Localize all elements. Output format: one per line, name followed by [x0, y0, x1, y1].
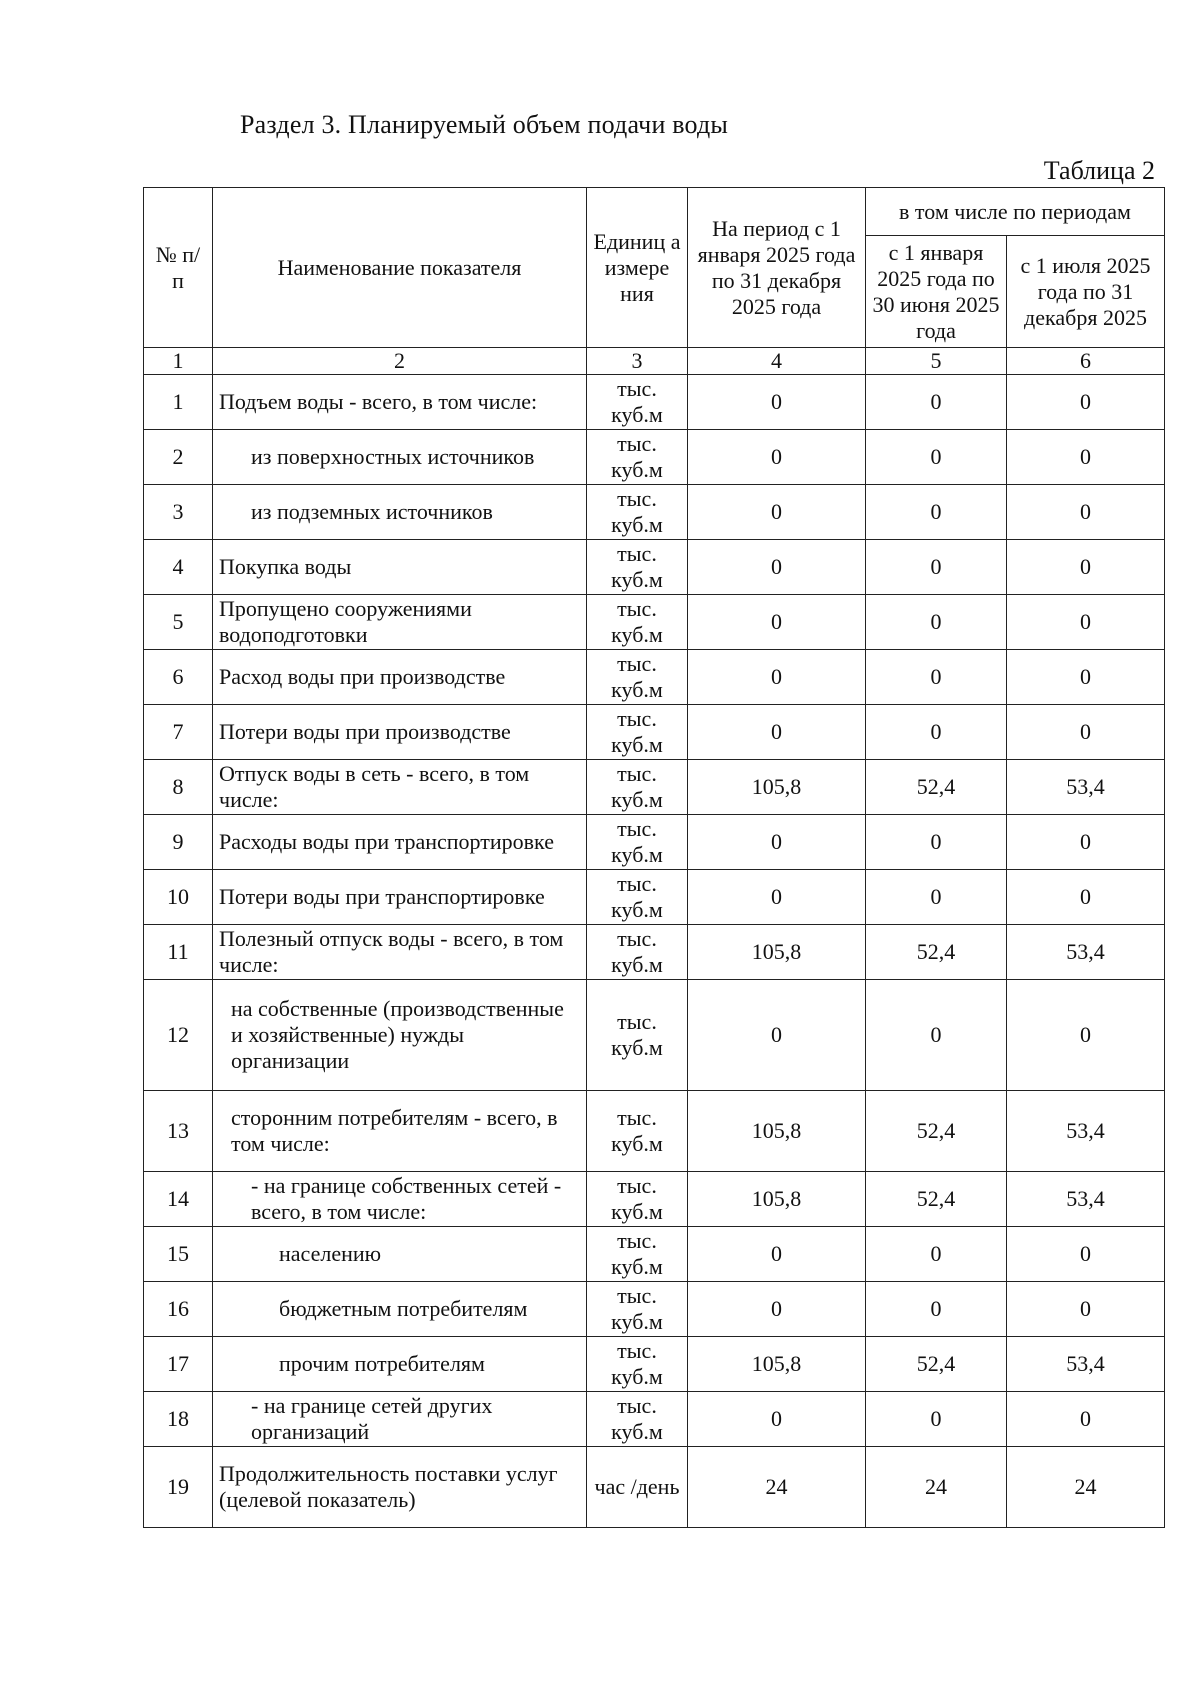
table-row — [144, 1227, 1165, 1282]
indicator-name: бюджетным потребителям — [213, 1282, 587, 1337]
value-h2: 0 — [1007, 870, 1165, 925]
value-h1: 0 — [866, 980, 1007, 1091]
indicator-name: - на границе собственных сетей - всего, в том числе: — [213, 1172, 587, 1227]
row-number: 1 — [144, 375, 213, 430]
value-h2: 0 — [1007, 485, 1165, 540]
table-row — [144, 925, 1165, 980]
value-total: 0 — [688, 980, 866, 1091]
table-row — [144, 1392, 1165, 1447]
unit-cell: тыс. куб.м — [587, 870, 688, 925]
water-supply-table — [143, 187, 1165, 1528]
header-num: № п/п — [144, 188, 213, 348]
table-row — [144, 815, 1165, 870]
table-row — [144, 870, 1165, 925]
row-number: 8 — [144, 760, 213, 815]
indicator-name: - на границе сетей других организаций — [213, 1392, 587, 1447]
row-number: 13 — [144, 1091, 213, 1172]
header-period-h1: с 1 января 2025 года по 30 июня 2025 года — [866, 236, 1007, 348]
row-number: 4 — [144, 540, 213, 595]
unit-cell: тыс. куб.м — [587, 815, 688, 870]
indicator-name: из поверхностных источников — [213, 430, 587, 485]
value-total: 0 — [688, 540, 866, 595]
indicator-name: из подземных источников — [213, 485, 587, 540]
table-label: Таблица 2 — [1043, 156, 1155, 185]
value-total: 105,8 — [688, 1091, 866, 1172]
unit-cell: тыс. куб.м — [587, 1282, 688, 1337]
row-number: 6 — [144, 650, 213, 705]
row-number: 7 — [144, 705, 213, 760]
value-h1: 0 — [866, 650, 1007, 705]
indicator-name: на собственные (производственные и хозяйственные) нужды организации — [213, 980, 587, 1091]
row-number: 3 — [144, 485, 213, 540]
value-h1: 0 — [866, 595, 1007, 650]
row-number: 14 — [144, 1172, 213, 1227]
table-row — [144, 485, 1165, 540]
value-h1: 0 — [866, 485, 1007, 540]
indicator-name: сторонним потребителям - всего, в том числе: — [213, 1091, 587, 1172]
table-row — [144, 430, 1165, 485]
table-row — [144, 980, 1165, 1091]
indicator-name: Продолжительность поставки услуг (целевой показатель) — [213, 1447, 587, 1528]
unit-cell: тыс. куб.м — [587, 1392, 688, 1447]
table-row — [144, 375, 1165, 430]
value-h2: 0 — [1007, 540, 1165, 595]
table-row — [144, 1337, 1165, 1392]
value-total: 105,8 — [688, 925, 866, 980]
row-number: 16 — [144, 1282, 213, 1337]
value-h1: 0 — [866, 1282, 1007, 1337]
table-row — [144, 1447, 1165, 1528]
value-total: 0 — [688, 705, 866, 760]
value-h1: 52,4 — [866, 1337, 1007, 1392]
unit-cell: тыс. куб.м — [587, 1337, 688, 1392]
value-h2: 53,4 — [1007, 1172, 1165, 1227]
table-row — [144, 540, 1165, 595]
value-total: 0 — [688, 1227, 866, 1282]
value-total: 0 — [688, 430, 866, 485]
value-total: 0 — [688, 1392, 866, 1447]
value-h1: 0 — [866, 540, 1007, 595]
value-h1: 0 — [866, 705, 1007, 760]
value-h2: 24 — [1007, 1447, 1165, 1528]
value-total: 105,8 — [688, 760, 866, 815]
column-number: 5 — [866, 348, 1007, 375]
indicator-name: Потери воды при транспортировке — [213, 870, 587, 925]
header-name: Наименование показателя — [213, 188, 587, 348]
column-number: 6 — [1007, 348, 1165, 375]
value-h2: 0 — [1007, 815, 1165, 870]
row-number: 17 — [144, 1337, 213, 1392]
value-total: 0 — [688, 1282, 866, 1337]
unit-cell: тыс. куб.м — [587, 1227, 688, 1282]
value-h1: 52,4 — [866, 1091, 1007, 1172]
value-h1: 0 — [866, 815, 1007, 870]
unit-cell: тыс. куб.м — [587, 650, 688, 705]
value-h1: 52,4 — [866, 760, 1007, 815]
header-period-total: На период с 1 января 2025 года по 31 декабря 2025 года — [688, 188, 866, 348]
unit-cell: тыс. куб.м — [587, 980, 688, 1091]
value-total: 105,8 — [688, 1337, 866, 1392]
table-row — [144, 595, 1165, 650]
section-title: Раздел 3. Планируемый объем подачи воды — [240, 110, 729, 139]
row-number: 9 — [144, 815, 213, 870]
row-number: 5 — [144, 595, 213, 650]
indicator-name: Потери воды при производстве — [213, 705, 587, 760]
table-body — [144, 375, 1165, 1528]
indicator-name: населению — [213, 1227, 587, 1282]
table-row — [144, 705, 1165, 760]
table-row — [144, 1172, 1165, 1227]
row-number: 12 — [144, 980, 213, 1091]
value-total: 0 — [688, 595, 866, 650]
unit-cell: тыс. куб.м — [587, 1172, 688, 1227]
value-h2: 0 — [1007, 375, 1165, 430]
table-row — [144, 760, 1165, 815]
unit-cell: тыс. куб.м — [587, 925, 688, 980]
value-total: 0 — [688, 485, 866, 540]
column-number-row — [144, 348, 1165, 375]
header-period-group: в том числе по периодам — [866, 188, 1165, 236]
value-h2: 0 — [1007, 650, 1165, 705]
row-number: 11 — [144, 925, 213, 980]
value-total: 0 — [688, 375, 866, 430]
unit-cell: тыс. куб.м — [587, 705, 688, 760]
value-h2: 0 — [1007, 430, 1165, 485]
column-number: 3 — [587, 348, 688, 375]
value-h2: 53,4 — [1007, 1337, 1165, 1392]
indicator-name: Покупка воды — [213, 540, 587, 595]
header-unit: Единиц а измере ния — [587, 188, 688, 348]
unit-cell: тыс. куб.м — [587, 760, 688, 815]
unit-cell: тыс. куб.м — [587, 375, 688, 430]
value-h2: 0 — [1007, 705, 1165, 760]
value-h1: 0 — [866, 430, 1007, 485]
table-row — [144, 650, 1165, 705]
value-h2: 53,4 — [1007, 760, 1165, 815]
indicator-name: Пропущено сооружениями водоподготовки — [213, 595, 587, 650]
unit-cell: час /день — [587, 1447, 688, 1528]
header-period-h2: с 1 июля 2025 года по 31 декабря 2025 — [1007, 236, 1165, 348]
value-h1: 0 — [866, 375, 1007, 430]
column-number: 1 — [144, 348, 213, 375]
column-number: 2 — [213, 348, 587, 375]
row-number: 18 — [144, 1392, 213, 1447]
value-total: 105,8 — [688, 1172, 866, 1227]
value-h2: 0 — [1007, 1227, 1165, 1282]
unit-cell: тыс. куб.м — [587, 485, 688, 540]
value-total: 0 — [688, 650, 866, 705]
row-number: 19 — [144, 1447, 213, 1528]
indicator-name: Подъем воды - всего, в том числе: — [213, 375, 587, 430]
value-total: 0 — [688, 870, 866, 925]
row-number: 15 — [144, 1227, 213, 1282]
unit-cell: тыс. куб.м — [587, 430, 688, 485]
value-h2: 0 — [1007, 980, 1165, 1091]
indicator-name: Расход воды при производстве — [213, 650, 587, 705]
value-h2: 0 — [1007, 595, 1165, 650]
indicator-name: Полезный отпуск воды - всего, в том числе: — [213, 925, 587, 980]
value-h2: 53,4 — [1007, 1091, 1165, 1172]
value-h1: 24 — [866, 1447, 1007, 1528]
table-row — [144, 1282, 1165, 1337]
value-h2: 0 — [1007, 1392, 1165, 1447]
value-total: 24 — [688, 1447, 866, 1528]
table-row — [144, 1091, 1165, 1172]
unit-cell: тыс. куб.м — [587, 1091, 688, 1172]
value-h1: 52,4 — [866, 925, 1007, 980]
value-h1: 0 — [866, 1227, 1007, 1282]
row-number: 10 — [144, 870, 213, 925]
column-number: 4 — [688, 348, 866, 375]
indicator-name: Отпуск воды в сеть - всего, в том числе: — [213, 760, 587, 815]
value-h2: 53,4 — [1007, 925, 1165, 980]
unit-cell: тыс. куб.м — [587, 540, 688, 595]
value-h1: 0 — [866, 870, 1007, 925]
indicator-name: Расходы воды при транспортировке — [213, 815, 587, 870]
value-h1: 52,4 — [866, 1172, 1007, 1227]
value-h1: 0 — [866, 1392, 1007, 1447]
value-h2: 0 — [1007, 1282, 1165, 1337]
value-total: 0 — [688, 815, 866, 870]
row-number: 2 — [144, 430, 213, 485]
indicator-name: прочим потребителям — [213, 1337, 587, 1392]
unit-cell: тыс. куб.м — [587, 595, 688, 650]
